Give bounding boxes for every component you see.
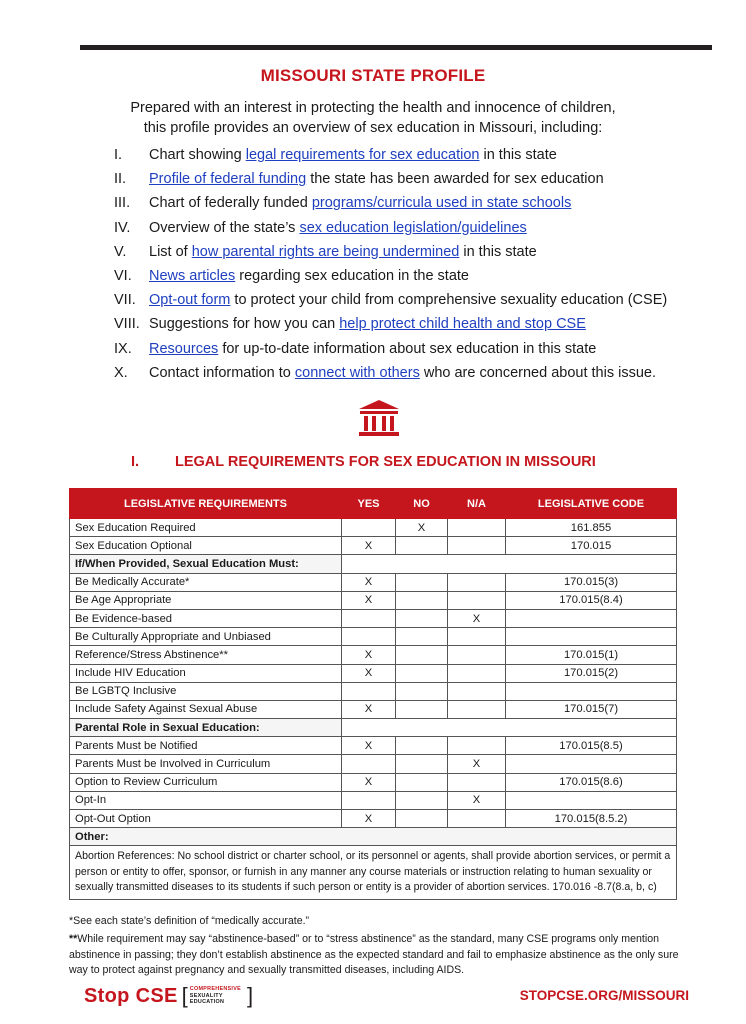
toc-text <box>149 266 469 286</box>
toc-text-before: Chart of federally funded <box>149 195 312 212</box>
table-row <box>70 682 677 700</box>
requirement-cell: Be LGBTQ Inclusive <box>70 682 342 700</box>
toc-link[interactable]: News articles <box>149 267 236 284</box>
code-cell: 170.015(3) <box>506 573 677 591</box>
na-cell <box>448 664 506 682</box>
table-section-row <box>70 719 677 737</box>
requirement-cell: Sex Education Optional <box>70 537 342 555</box>
toc-text <box>149 193 571 213</box>
code-cell <box>506 791 677 809</box>
footnote-marker: ** <box>69 933 78 945</box>
code-cell <box>506 628 677 646</box>
logo-cse: CSE <box>135 984 178 1007</box>
no-cell <box>396 755 448 773</box>
toc-text-after: to protect your child from comprehensive sexuality education (CSE) <box>230 292 668 309</box>
requirement-cell: Option to Review Curriculum <box>70 773 342 791</box>
na-cell: X <box>448 609 506 627</box>
no-cell <box>396 537 448 555</box>
section-heading <box>131 454 596 470</box>
legal-requirements-table <box>69 488 677 900</box>
toc-text <box>149 242 537 262</box>
table-row <box>70 609 677 627</box>
code-cell: 170.015(2) <box>506 664 677 682</box>
requirement-cell: Parents Must be Involved in Curriculum <box>70 755 342 773</box>
toc-link[interactable]: sex education legislation/guidelines <box>299 219 527 236</box>
na-cell <box>448 573 506 591</box>
toc-number: III. <box>114 195 131 212</box>
requirement-cell: Be Culturally Appropriate and Unbiased <box>70 628 342 646</box>
yes-cell: X <box>342 646 396 664</box>
col-header-na: N/A <box>448 489 506 519</box>
table-row <box>70 646 677 664</box>
toc-link[interactable]: Opt-out form <box>149 292 231 309</box>
code-cell <box>506 755 677 773</box>
other-label: Other: <box>70 828 677 846</box>
table-row-other-header <box>70 828 677 846</box>
toc-text-before: Contact information to <box>149 364 295 381</box>
toc-text-after: regarding sex education in the state <box>235 267 469 284</box>
no-cell <box>396 628 448 646</box>
code-cell: 170.015(8.6) <box>506 773 677 791</box>
toc-text-after: in this state <box>459 243 537 260</box>
table-section-row <box>70 555 677 573</box>
yes-cell: X <box>342 737 396 755</box>
no-cell <box>396 791 448 809</box>
footnote-medically-accurate: *See each state’s definition of “medically accurate.” <box>69 915 310 927</box>
col-header-code: LEGISLATIVE CODE <box>506 489 677 519</box>
logo-tagline-1: COMPREHENSIVE <box>189 986 242 993</box>
logo-bracket-left: [ <box>181 983 188 1008</box>
toc-text <box>149 290 667 310</box>
no-cell <box>396 682 448 700</box>
toc-number: VI. <box>114 267 132 284</box>
toc-text <box>149 169 604 189</box>
yes-cell <box>342 519 396 537</box>
section-label-spacer <box>342 719 677 737</box>
requirement-cell: Be Medically Accurate* <box>70 573 342 591</box>
table-row <box>70 537 677 555</box>
requirement-cell: Reference/Stress Abstinence** <box>70 646 342 664</box>
logo-tagline-2: SEXUALITY <box>189 992 223 999</box>
table-row <box>70 519 677 537</box>
requirement-cell: Sex Education Required <box>70 519 342 537</box>
no-cell <box>396 773 448 791</box>
yes-cell: X <box>342 773 396 791</box>
requirement-cell: Include Safety Against Sexual Abuse <box>70 700 342 718</box>
toc-number: IX. <box>114 340 132 357</box>
logo-stop: Stop <box>84 984 130 1007</box>
code-cell: 170.015(8.5.2) <box>506 810 677 828</box>
no-cell <box>396 591 448 609</box>
logo-wordmark <box>84 985 178 1008</box>
toc-text-before: Chart showing <box>149 147 246 163</box>
table-header-row <box>70 489 677 519</box>
yes-cell <box>342 628 396 646</box>
toc-number: X. <box>114 364 128 381</box>
col-header-yes: YES <box>342 489 396 519</box>
no-cell <box>396 810 448 828</box>
requirement-cell: Parents Must be Notified <box>70 737 342 755</box>
toc-link[interactable]: legal requirements for sex education <box>245 147 480 163</box>
section-label-spacer <box>342 555 677 573</box>
code-cell: 170.015 <box>506 537 677 555</box>
no-cell <box>396 664 448 682</box>
table-row <box>70 664 677 682</box>
yes-cell: X <box>342 537 396 555</box>
toc-text <box>149 218 527 238</box>
toc-number: IV. <box>114 219 131 236</box>
toc-link[interactable]: Resources <box>149 340 219 357</box>
toc-link[interactable]: how parental rights are being undermined <box>191 243 460 260</box>
logo-tagline <box>190 986 241 1005</box>
intro-text <box>0 98 746 138</box>
footnote-abstinence-text: While requirement may say “abstinence-based” or to “stress abstinence” as the standard, many CSE programs only mention abstinence in passing; they don’t establish abstinence as the expected standard and fail to emphasize abstinence as the only sure way to protect against pregnancy and sexually transmitted diseases, including AIDS. <box>69 933 679 976</box>
yes-cell: X <box>342 591 396 609</box>
toc-text-before: Overview of the state’s <box>149 219 300 236</box>
toc-number: VII. <box>114 292 136 309</box>
logo-bracket-right: ] <box>247 983 254 1008</box>
table-row <box>70 737 677 755</box>
requirement-cell: Be Age Appropriate <box>70 591 342 609</box>
na-cell <box>448 628 506 646</box>
table-row <box>70 810 677 828</box>
table-row <box>70 773 677 791</box>
yes-cell: X <box>342 573 396 591</box>
yes-cell: X <box>342 700 396 718</box>
section-title: LEGAL REQUIREMENTS FOR SEX EDUCATION IN MISSOURI <box>175 454 596 470</box>
toc-text-after: the state has been awarded for sex education <box>306 171 604 188</box>
table-row <box>70 791 677 809</box>
section-label: Parental Role in Sexual Education: <box>70 719 342 737</box>
na-cell <box>448 700 506 718</box>
yes-cell <box>342 791 396 809</box>
toc-link[interactable]: programs/curricula used in state schools <box>311 195 572 212</box>
requirement-cell: Opt-Out Option <box>70 810 342 828</box>
toc-text <box>149 145 557 165</box>
table-row <box>70 628 677 646</box>
yes-cell: X <box>342 664 396 682</box>
na-cell: X <box>448 791 506 809</box>
code-cell: 170.015(8.4) <box>506 591 677 609</box>
table-body <box>70 519 677 828</box>
na-cell <box>448 537 506 555</box>
requirement-cell: Be Evidence-based <box>70 609 342 627</box>
toc-text-after: who are concerned about this issue. <box>419 364 656 381</box>
section-number: I. <box>131 454 140 470</box>
toc-number: II. <box>114 171 127 188</box>
toc-text <box>149 339 596 359</box>
top-rule <box>80 45 712 50</box>
na-cell <box>448 682 506 700</box>
code-cell <box>506 682 677 700</box>
toc-text-after: for up-to-date information about sex education in this state <box>218 340 597 357</box>
yes-cell <box>342 609 396 627</box>
na-cell <box>448 646 506 664</box>
no-cell <box>396 573 448 591</box>
na-cell <box>448 737 506 755</box>
code-cell: 170.015(8.5) <box>506 737 677 755</box>
no-cell: X <box>396 519 448 537</box>
footnote-abstinence <box>69 932 689 979</box>
page-title: MISSOURI STATE PROFILE <box>260 66 486 85</box>
table-row <box>70 573 677 591</box>
yes-cell <box>342 682 396 700</box>
section-label: If/When Provided, Sexual Education Must: <box>70 555 342 573</box>
toc-text <box>149 363 656 383</box>
toc-number: V. <box>114 243 127 260</box>
toc-text-before: List of <box>149 243 192 260</box>
table-row <box>70 700 677 718</box>
toc-number: I. <box>114 147 123 163</box>
requirement-cell: Include HIV Education <box>70 664 342 682</box>
requirement-cell: Opt-In <box>70 791 342 809</box>
na-cell <box>448 810 506 828</box>
toc-text-after: in this state <box>479 147 557 163</box>
toc-text <box>149 314 586 334</box>
yes-cell: X <box>342 810 396 828</box>
toc-link[interactable]: connect with others <box>294 364 420 381</box>
table-row <box>70 755 677 773</box>
code-cell: 170.015(1) <box>506 646 677 664</box>
col-header-no: NO <box>396 489 448 519</box>
table-row <box>70 591 677 609</box>
no-cell <box>396 700 448 718</box>
na-cell <box>448 591 506 609</box>
code-cell: 170.015(7) <box>506 700 677 718</box>
abortion-references-note: Abortion References: No school district or charter school, or its personnel or agents, shall provide abortion services, or permit a person or entity to offer, sponsor, or furnish in any manner any course materials or instruction relating to human sexuality or sexually transmitted diseases to its students if such person or entity is a provider of abortion services. 170.016 -8.7(8.a, b, c) <box>70 846 677 900</box>
table-row-other-text <box>70 846 677 900</box>
intro-line-1: Prepared with an interest in protecting the health and innocence of children, <box>130 100 616 116</box>
toc-number: VIII. <box>114 316 140 333</box>
intro-line-2: this profile provides an overview of sex education in Missouri, including: <box>143 120 603 136</box>
code-cell: 161.855 <box>506 519 677 537</box>
na-cell <box>448 519 506 537</box>
toc-text-before: Suggestions for how you can <box>149 316 340 333</box>
no-cell <box>396 737 448 755</box>
stop-cse-logo <box>84 983 253 1009</box>
na-cell: X <box>448 755 506 773</box>
capitol-building-icon <box>357 399 401 437</box>
yes-cell <box>342 755 396 773</box>
logo-tagline-3: EDUCATION <box>189 999 225 1006</box>
no-cell <box>396 646 448 664</box>
code-cell <box>506 609 677 627</box>
na-cell <box>448 773 506 791</box>
no-cell <box>396 609 448 627</box>
col-header-requirements: LEGISLATIVE REQUIREMENTS <box>70 489 342 519</box>
footer-url[interactable]: STOPCSE.ORG/MISSOURI <box>519 988 689 1003</box>
toc-link[interactable]: Profile of federal funding <box>149 171 307 188</box>
toc-link[interactable]: help protect child health and stop CSE <box>339 316 586 333</box>
